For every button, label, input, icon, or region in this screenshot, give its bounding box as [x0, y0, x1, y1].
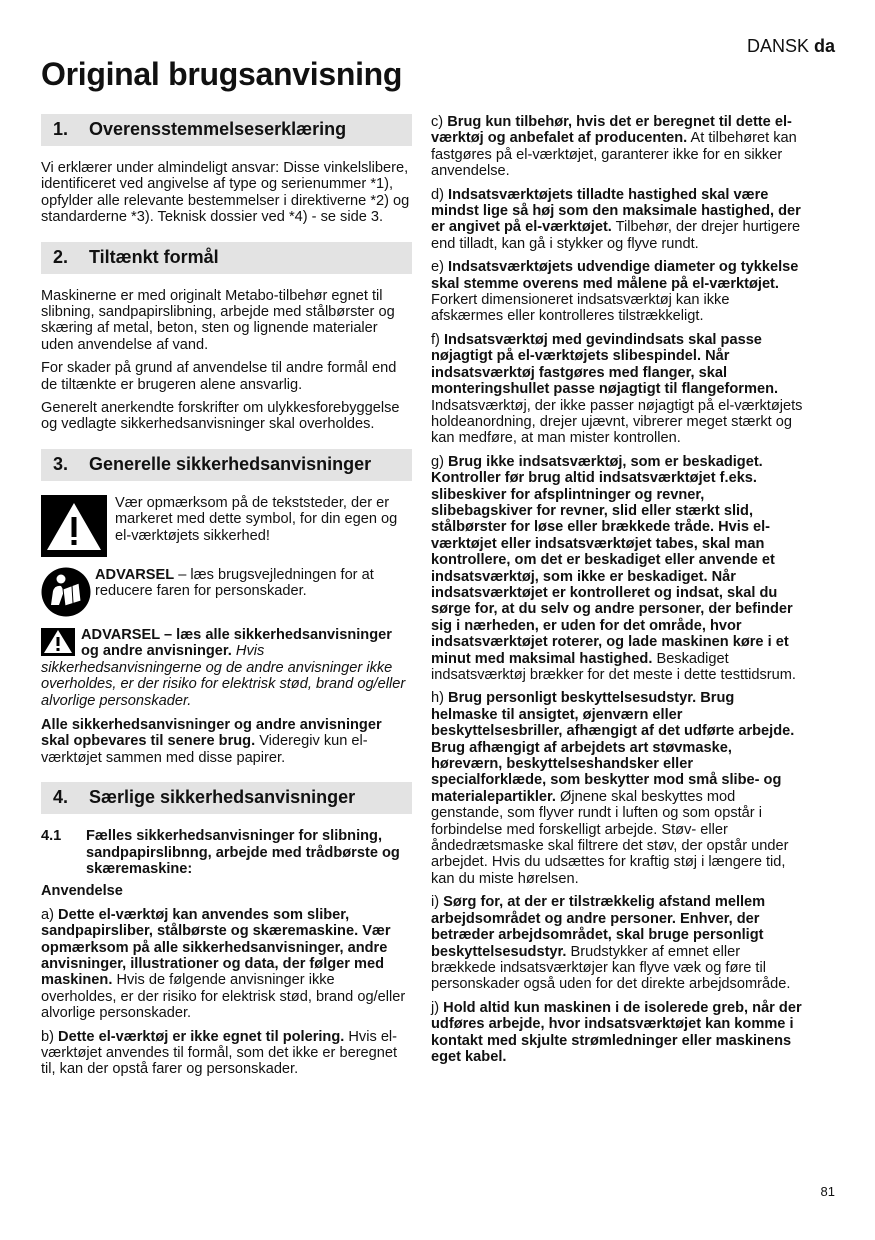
- item-label: c): [431, 114, 444, 130]
- warning-label: ADVARSEL – læs alle sikkerhedsanvisninger og andre anvisninger.: [81, 626, 392, 660]
- language-indicator: [747, 36, 835, 57]
- warning-text: – læs brugsvejledningen for at reducere faren for personskader.: [95, 566, 374, 600]
- item-bold: Sørg for, at der er tilstrækkelig afstand mellem arbejdsområdet og andre personer. Enhver, der betræder arbejdsområdet, skal bruge personligt beskyttelsesudstyr.: [431, 894, 766, 960]
- paragraph: [41, 717, 412, 766]
- warning-label: ADVARSEL: [95, 566, 175, 583]
- item-a: [41, 907, 412, 1022]
- item-label: f): [431, 331, 440, 348]
- section-1-heading: [41, 114, 412, 146]
- item-text: Beskadiget indsatsværktøj brækker for det meste i dette testtidsrum.: [431, 650, 796, 683]
- item-i: [431, 894, 803, 992]
- section-title: Særlige sikkerhedsanvisninger: [89, 787, 356, 808]
- item-text: Indsatsværktøj, der ikke passer nøjagtigt på el-værktøjets holdeanordning, drejer ujævnt, vibrerer meget stærkt og kan medføre, at man mister kontrollen.: [431, 397, 803, 447]
- section-title: Tiltænkt formål: [89, 246, 219, 267]
- item-bold: Dette el-værktøj er ikke egnet til polering.: [58, 1028, 345, 1045]
- item-text: Hvis el-værktøjet anvendes til formål, som det ikke er beregnet til, kan der opstå farer og personskader.: [41, 1028, 398, 1078]
- paragraph: Vi erklærer under almindeligt ansvar: Disse vinkelslibere, identificeret ved angivelse af type og serienummer *1), opfylder alle relevante bestemmelser i direktiverne *2) og standarderne *3). Teknisk dossier ved *4) - se side 3.: [41, 160, 410, 226]
- item-b: [41, 1029, 412, 1078]
- item-label: i): [431, 894, 440, 911]
- language-code: da: [813, 36, 835, 56]
- warning-text: Hvis sikkerhedsanvisningerne og de andre anvisninger ikke overholdes, er der risiko for elektrisk stød, brand og/eller alvorlige personskader.: [41, 643, 406, 709]
- item-bold: Indsatsværktøjets udvendige diameter og tykkelse skal stemme overens med målene på el-værktøjet.: [431, 259, 799, 292]
- language-label: DANSK: [746, 36, 809, 56]
- paragraph-bold: Alle sikkerhedsanvisninger og andre anvisninger skal opbevares til senere brug.: [41, 716, 382, 750]
- subsection-4-1-heading: [41, 828, 412, 877]
- item-label: h): [431, 690, 444, 707]
- item-text: Tilbehør, der drejer hurtigere end tilladt, kan gå i stykker og flyve rundt.: [431, 219, 801, 252]
- left-column: [41, 114, 412, 1085]
- section-4-heading: [41, 782, 412, 814]
- section-number: 2.: [53, 246, 69, 267]
- item-label: d): [431, 186, 444, 203]
- section-title: Generelle sikkerhedsanvisninger: [89, 453, 372, 474]
- item-c: [431, 114, 803, 180]
- item-bold: Dette el-værktøj kan anvendes som sliber, sandpapirsliber, stålbørste og skæremaskine. Vær opmærksom på alle sikkerhedsanvisninger, andre anvisninger, illustrationer og data, der følger med maskinen.: [41, 906, 391, 989]
- item-g: [431, 454, 803, 684]
- item-bold: Indsatsværktøjets tilladte hastighed skal være mindst lige så høj som den maksimale hastighed, der er angivet på el-værktøjet.: [431, 186, 801, 236]
- subsection-number: 4.1: [41, 828, 62, 845]
- item-label: j): [431, 999, 440, 1016]
- section-number: 4.: [53, 787, 69, 808]
- item-text: Øjnene skal beskyttes mod genstande, som flyver rundt i luften og som opstår i forbindelse med forskelligt arbejde. Støv- eller åndedrætsmaske skal filtrere det støv, der opstår under arbejdet. Hvis du udsættes for kraftig støj i længere tid, kan du miste hørelsen.: [431, 788, 789, 887]
- item-bold: Hold altid kun maskinen i de isolerede greb, når der udføres arbejde, hvor indsatsværktøjet kan komme i kontakt med skjulte strømledninger eller maskinens eget kabel.: [431, 999, 802, 1065]
- section-3-heading: [41, 449, 412, 481]
- section-2-heading: [41, 242, 412, 274]
- item-text: Hvis de følgende anvisninger ikke overholdes, er der risiko for elektrisk stød, brand og/eller alvorlige personskader.: [41, 972, 406, 1022]
- warning-triangle-small-icon: [41, 628, 75, 656]
- subsection-title: Fælles sikkerhedsanvisninger for slibning, sandpapirslibnng, arbejde med trådbørste og skæremaskine:: [86, 828, 400, 877]
- read-manual-icon: [41, 567, 91, 617]
- item-bold: Brug kun tilbehør, hvis det er beregnet til dette el-værktøj og anbefalet af producenten.: [431, 114, 792, 147]
- paragraph: Generelt anerkendte forskrifter om ulykkesforebyggelse og vedlagte sikkerhedsanvisninger skal overholdes.: [41, 400, 400, 433]
- paragraph-text: Videregiv kun el-værktøjet sammen med disse papirer.: [41, 733, 368, 766]
- paragraph: For skader på grund af anvendelse til andre formål end de tiltænkte er brugeren alene ansvarlig.: [41, 360, 397, 393]
- item-label: e): [431, 259, 444, 276]
- item-e: [431, 259, 803, 325]
- item-label: g): [431, 453, 444, 470]
- subheading-anvendelse: Anvendelse: [41, 883, 123, 900]
- paragraph: Maskinerne er med originalt Metabo-tilbehør egnet til slibning, sandpapirslibning, arbejde med stålbørster og skæring af metal, beton, sten og lignende materialer uden anvendelse af vand.: [41, 287, 395, 353]
- right-column: [431, 114, 803, 1072]
- item-text: Brudstykker af emnet eller brækkede indsatsværktøjer kan flyve væk og føre til personskader også uden for det direkte arbejdsområde.: [431, 943, 791, 993]
- item-bold: Indsatsværktøj med gevindindsats skal passe nøjagtigt på el-værktøjets slibespindel. Når indsatsværktøj fastgøres med flanger, skal monteringshullet passe nøjagtigt til flangeformen.: [431, 331, 779, 398]
- item-bold: Brug ikke indsatsværktøj, som er beskadiget. Kontroller før brug altid indsatsværktøjet f.eks. slibeskiver for afsplintninger og revner, slibebagskiver for revner, slid eller stærkt slid, stålbørster for løse eller brækkede tråde. Hvis el-værktøjet eller indsatsværktøjet tabes, skal man kontrollere, om det er beskadiget eller anvende et indsatsværktøj, som ikke er beskadiget. Når indsatsværktøjet er kontrolleret og indsat, skal du sørge for, at du selv og andre personer, der befinder sig i nærheden, er uden for det område, hvor indsatsværktøjet roterer, og lade maskinen køre i et minut med maksimal hastighed.: [431, 453, 793, 667]
- warning-text: Vær opmærksom på de tekststeder, der er markeret med dette symbol, for din egen og el-værktøjets sikkerhed!: [115, 494, 398, 544]
- section-number: 1.: [53, 119, 69, 139]
- item-label: a): [41, 906, 54, 923]
- section-title: Overensstemmelseserklæring: [89, 119, 347, 139]
- warning-general: [41, 495, 412, 557]
- item-text: At tilbehøret kan fastgøres på el-værktøjet, garanterer ikke for en sikker anvendelse.: [431, 130, 797, 180]
- item-label: b): [41, 1028, 54, 1045]
- warning-triangle-icon: [41, 495, 107, 557]
- page-title: Original brugsanvisning: [41, 56, 403, 92]
- item-h: [431, 690, 803, 887]
- page-number: 81: [820, 1184, 835, 1199]
- warning-read-all: [41, 627, 412, 709]
- item-j: [431, 1000, 803, 1066]
- item-d: [431, 187, 803, 253]
- item-bold: Brug personligt beskyttelsesudstyr. Brug helmaske til ansigtet, øjenværn eller beskyttelsesbriller, afhængigt af det udførte arbejde. Brug afhængigt af arbejdets art støvmaske, høreværn, beskyttelseshandsker eller specialforklæde, som beskytter mod små slibe- og materialepartikler.: [431, 690, 795, 805]
- warning-read-manual: [41, 567, 412, 617]
- item-text: Forkert dimensioneret indsatsværktøj kan ikke afskærmes eller kontrolleres tilstrækkeligt.: [431, 292, 730, 325]
- item-f: [431, 332, 803, 447]
- section-number: 3.: [53, 453, 69, 474]
